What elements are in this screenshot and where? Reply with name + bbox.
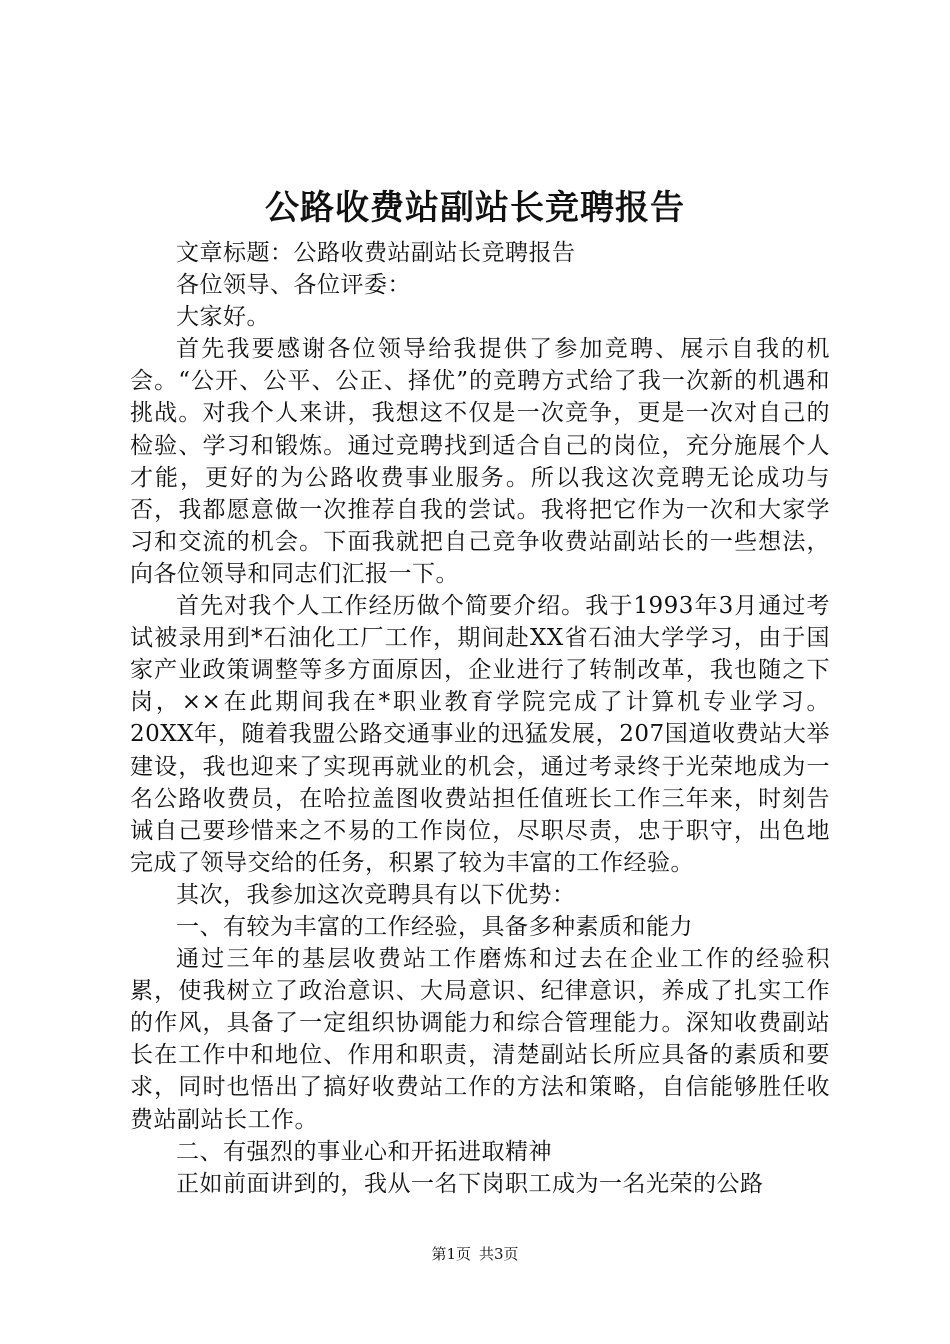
section-heading-1: 一、有较为丰富的工作经验，具备多种素质和能力 xyxy=(176,913,693,940)
page-footer xyxy=(0,1243,950,1265)
paragraph-greeting: 大家好。 xyxy=(176,304,270,331)
paragraph-introduction: 首先我要感谢各位领导给我提供了参加竞聘、展示自我的机会。“公开、公平、公正、择优”的竞聘方式给了我一次新的机遇和挑战。对我个人来讲，我想这不仅是一次竞争，更是一次对自己的检验、学习和锻炼。通过竞聘找到适合自己的岗位，充分施展个人才能，更好的为公路收费事业服务。所以我这次竞聘无论成功与否，我都愿意做一次推荐自我的尝试。我将把它作为一次和大家学习和交流的机会。下面我就把自己竞争收费站副站长的一些想法，向各位领导和同志们汇报一下。 xyxy=(130,336,830,587)
page-total: 共3页 xyxy=(479,1245,519,1263)
section-heading-2: 二、有强烈的事业心和开拓进取精神 xyxy=(176,1138,552,1165)
page-number: 第1页 xyxy=(431,1245,471,1263)
document-body xyxy=(130,237,830,1200)
paragraph-advantages-intro: 其次，我参加这次竞聘具有以下优势： xyxy=(176,881,576,908)
paragraph-dedication: 正如前面讲到的，我从一名下岗职工成为一名光荣的公路 xyxy=(176,1170,764,1197)
paragraph-article-title: 文章标题：公路收费站副站长竞聘报告 xyxy=(176,240,576,266)
paragraph-work-history: 首先对我个人工作经历做个简要介绍。我于1993年3月通过考试被录用到*石油化工厂工作，期间赴XX省石油大学学习，由于国家产业政策调整等多方面原因，企业进行了转制改革，我也随之下岗，××在此期间我在*职业教育学院完成了计算机专业学习。20XX年，随着我盟公路交通事业的迅猛发展，207国道收费站大举建设，我也迎来了实现再就业的机会，通过考录终于光荣地成为一名公路收费员，在哈拉盖图收费站担任值班长工作三年来，时刻告诫自己要珍惜来之不易的工作岗位，尽职尽责，忠于职守，出色地完成了领导交给的任务，积累了较为丰富的工作经验。 xyxy=(130,593,830,876)
document-title: 公路收费站副站长竞聘报告 xyxy=(265,188,685,228)
paragraph-salutation: 各位领导、各位评委： xyxy=(176,272,411,299)
paragraph-experience: 通过三年的基层收费站工作磨炼和过去在企业工作的经验积累，使我树立了政治意识、大局意识、纪律意识，养成了扎实工作的作风，具备了一定组织协调能力和综合管理能力。深知收费副站长在工作中和地位、作用和职责，清楚副站长所应具备的素质和要求，同时也悟出了搞好收费站工作的方法和策略，自信能够胜任收费站副站长工作。 xyxy=(130,946,830,1133)
